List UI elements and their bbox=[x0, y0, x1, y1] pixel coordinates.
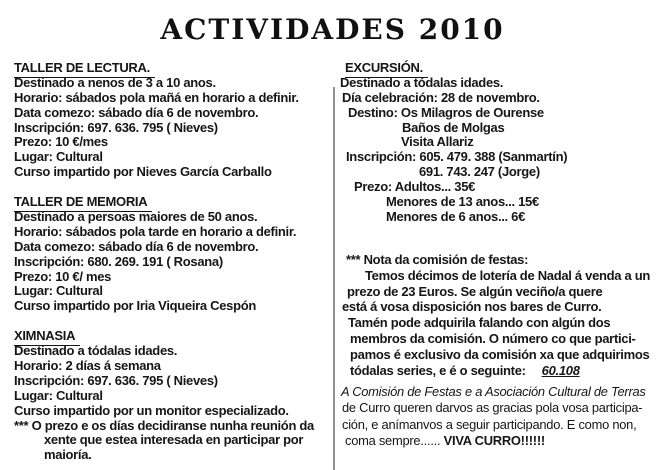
right-column bbox=[340, 61, 665, 449]
section-ximnasia bbox=[14, 329, 332, 463]
destino-line: Destino: Os Milagros de Ourense bbox=[348, 104, 544, 120]
section-taller-de-lectura bbox=[14, 61, 332, 180]
lugar-line: Lugar: Cultural bbox=[14, 149, 103, 165]
inscripcion-line: Inscripción: 605. 479. 388 (Sanmartín) bbox=[346, 149, 568, 165]
page-title: ACTIVIDADES 2010 bbox=[160, 13, 505, 46]
inscripcion-line: Inscripción: 697. 636. 795 ( Nieves) bbox=[14, 372, 218, 388]
viva-curro-text: VIVA CURRO!!!!!! bbox=[443, 432, 545, 448]
nota-comision-block bbox=[340, 252, 665, 379]
note-line: *** O prezo e os días decidiranse nunha reunión da bbox=[14, 417, 314, 433]
destinatario-line: Destinado a tódalas idades. bbox=[340, 74, 504, 90]
nota-text-line: prezo de 23 Euros. Se algún veciño/a quere bbox=[347, 283, 603, 299]
section-heading-row bbox=[340, 61, 665, 76]
lottery-number-line bbox=[340, 363, 665, 379]
note-line-continued: maioría. bbox=[44, 447, 92, 463]
lottery-number: 60.108 bbox=[541, 363, 580, 379]
prezo-adultos-line: Prezo: Adultos... 35€ bbox=[354, 179, 476, 195]
nota-text-line: Tamén pode adquirila falando con algún dos bbox=[348, 315, 611, 331]
horario-line: Horario: 2 días á semana bbox=[14, 358, 161, 374]
inscripcion-line: Inscripción: 680. 269. 191 ( Rosana) bbox=[14, 253, 223, 269]
footer-italic-line: A Comisión de Festas e a Asociación Cultural de Terras bbox=[341, 383, 646, 399]
footer-text-line: de Curro queren darvos as gracias pola vosa participa- bbox=[342, 400, 643, 416]
section-taller-de-memoria bbox=[14, 195, 332, 314]
left-column bbox=[14, 61, 332, 463]
destino-line-continued: Baños de Molgas bbox=[402, 119, 505, 135]
data-comezo-line: Data comezo: sábado día 6 de novembro. bbox=[14, 238, 259, 254]
footer-text-line: ción, e anímanvos a seguir participando. E como non, bbox=[342, 416, 637, 432]
horario-line: Horario: sábados pola tarde en horario a definir. bbox=[14, 223, 297, 239]
nota-text-line: pamos é exclusivo da comisión xa que adquirimos bbox=[350, 347, 650, 363]
section-heading-row bbox=[14, 329, 332, 344]
destino-line-continued: Visita Allariz bbox=[401, 134, 474, 150]
section-heading: XIMNASIA bbox=[14, 329, 80, 346]
nota-heading-line: *** Nota da comisión de festas: bbox=[346, 251, 529, 267]
prezo-line: Prezo: 10 €/ mes bbox=[14, 268, 112, 284]
footer-closing-line bbox=[340, 433, 665, 449]
dia-celebracion-line: Día celebración: 28 de novembro. bbox=[342, 89, 540, 105]
section-heading-row bbox=[14, 61, 332, 76]
section-heading: TALLER DE MEMORIA bbox=[14, 195, 152, 212]
lugar-line: Lugar: Cultural bbox=[14, 387, 103, 403]
lugar-line: Lugar: Cultural bbox=[14, 283, 103, 299]
inscripcion-line: Inscripción: 697. 636. 795 ( Nieves) bbox=[14, 119, 218, 135]
section-heading-row bbox=[14, 195, 332, 210]
destinatario-line: Destinado a nenos de 3 a 10 anos. bbox=[14, 74, 216, 90]
prezo-menores13-line: Menores de 13 anos... 15€ bbox=[386, 194, 539, 210]
curso-line: Curso impartido por un monitor especializado. bbox=[14, 402, 289, 418]
section-heading: EXCURSIÓN. bbox=[345, 61, 428, 78]
data-comezo-line: Data comezo: sábado día 6 de novembro. bbox=[14, 104, 259, 120]
nota-text-line: está á vosa disposición nos bares de Curro. bbox=[342, 299, 602, 315]
note-line-continued: xente que estea interesada en participar por bbox=[44, 432, 304, 448]
closing-text: coma sempre...... bbox=[345, 432, 444, 448]
destinatario-line: Destinado a tódalas idades. bbox=[14, 343, 178, 359]
prezo-line: Prezo: 10 €/mes bbox=[14, 134, 108, 150]
prezo-menores6-line: Menores de 6 anos... 6€ bbox=[386, 208, 526, 224]
nota-text-line: membros da comisión. O número co que partici- bbox=[350, 331, 636, 347]
curso-line: Curso impartido por Iria Viqueira Cespón bbox=[14, 298, 257, 314]
footer-message-block bbox=[340, 384, 665, 449]
column-divider bbox=[333, 87, 335, 470]
horario-line: Horario: sábados pola mañá en horario a definir. bbox=[14, 89, 299, 105]
section-excursion bbox=[340, 61, 665, 225]
inscripcion-line-continued: 691. 743. 247 (Jorge) bbox=[419, 164, 540, 180]
curso-line: Curso impartido por Nieves García Carballo bbox=[14, 164, 272, 180]
destinatario-line: Destinado a persoas maiores de 50 anos. bbox=[14, 209, 258, 225]
section-heading: TALLER DE LECTURA. bbox=[14, 61, 155, 78]
nota-text-line: Temos décimos de lotería de Nadal á venda a un bbox=[365, 267, 651, 283]
seguinte-text: tódalas series, e é o seguinte: bbox=[350, 363, 526, 379]
